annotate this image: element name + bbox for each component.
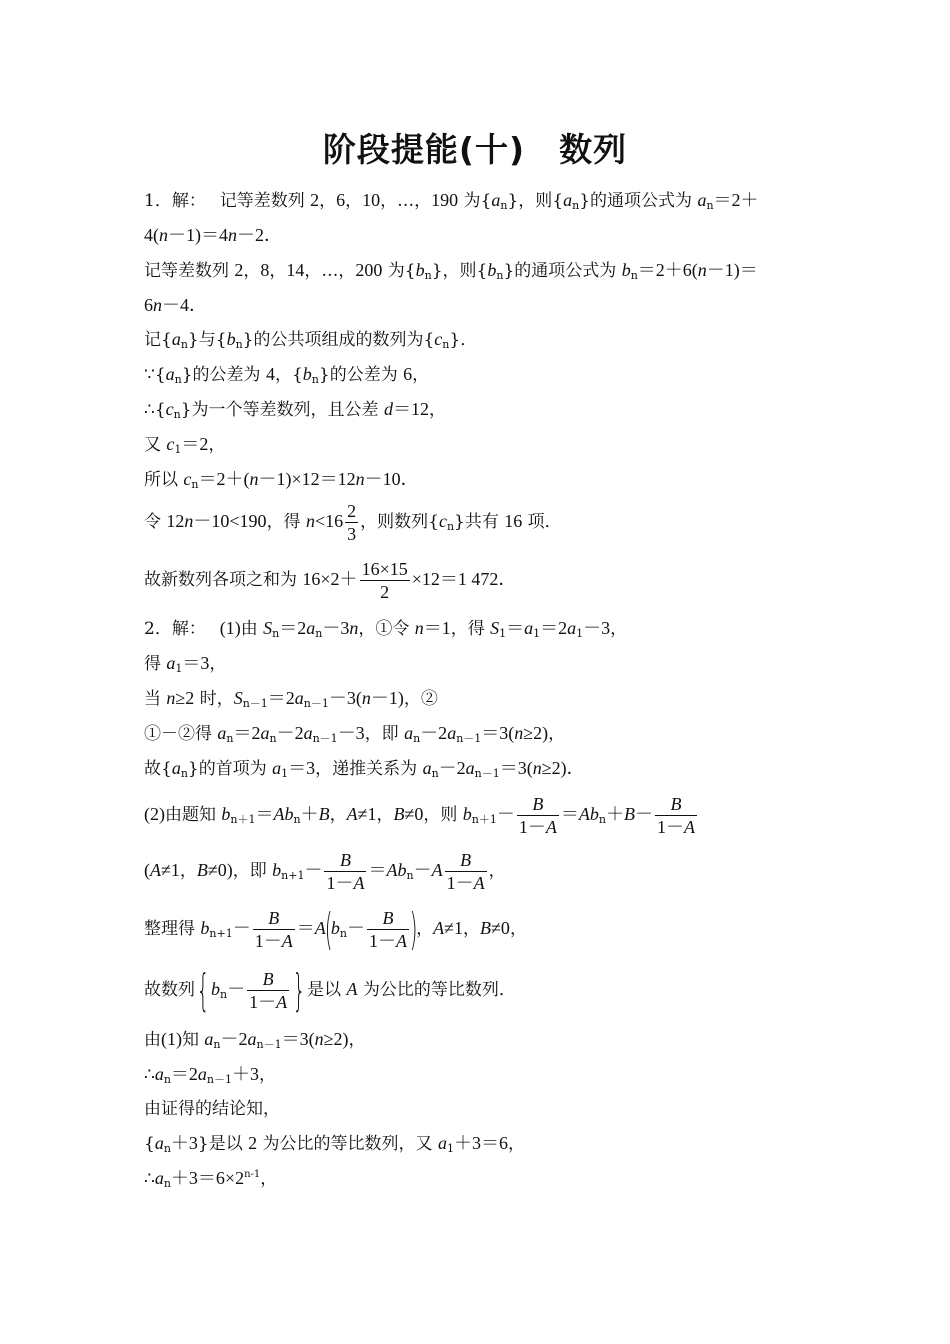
p1-line-10: 令 12n－10<190，得 n<16 $\frac{2}{3}$ ，则数列$\{c_n\}$共有 16 项． bbox=[144, 501, 562, 544]
p1-line-8: 又 $c_1=2$， bbox=[144, 434, 226, 456]
p2-line-5: 故$\{a_n\}$的首项为 $a_1=3$，递推关系为 $a_n-2a_{n-1}=3(n\ge 2)$． bbox=[144, 758, 585, 780]
p1-line-9: 所以 $c_n=2+(n-1)\times 12=12n-10$． bbox=[144, 469, 419, 491]
p2-label: 2．解： bbox=[144, 619, 198, 639]
p2-line-7: (A≠1，B≠0)，即 $b_{n+1}-$ $\frac{B}{1-A}$ $=Ab_n-A$ $\frac{B}{1-A}$ ， bbox=[144, 850, 506, 893]
p1-line-2: 4(n－1)＝4n－2． bbox=[144, 225, 282, 245]
p2-line-8: 整理得 $b_{n+1}-$ $\frac{B}{1-A}$ $=A(b_n-$ $\frac{B}{1-A}$ )，A≠1，B≠0， bbox=[144, 903, 527, 955]
page-title: 阶段提能(十) 数列 bbox=[322, 130, 628, 169]
p1-label: 1．解： bbox=[144, 191, 198, 211]
p1-line-5: 记$\{a_n\}$与$\{b_n\}$的公共项组成的数列为$\{c_n\}$． bbox=[144, 329, 478, 351]
p2-line-1: 2．解： (1)由 $S_n=2a_n-3n$，①令 n＝1，得 $S_1=a_1=2a_1-3$， bbox=[144, 618, 628, 640]
p2-line-10: 由(1)知 $a_n-2a_{n-1}=3(n\ge 2)$， bbox=[144, 1029, 366, 1051]
p1-line-6: $\because\{a_n\}$的公差为 4，$\{b_n\}$的公差为 6， bbox=[144, 364, 430, 386]
p1-line-4: 6n－4． bbox=[144, 295, 207, 315]
p1-line-11: 故新数列各项之和为 16×2＋ $\frac{16\times 15}{2}$ ×12＝1 472． bbox=[144, 559, 517, 602]
p1-line-3: 记等差数列 2，8，14，…，200 为$\{b_n\}$，则$\{b_n\}$的通项公式为 $b_n=2+6(n-1)=$ bbox=[144, 260, 758, 282]
p1-line-1: 1．解： 记等差数列 2，6，10，…，190 为$\{a_n\}$，则$\{a_n\}$的通项公式为 $a_n=2+$ bbox=[144, 190, 759, 212]
p2-line-4: ①－②得 $a_n=2a_n-2a_{n-1}-3$，即 $a_n-2a_{n-1}=3(n\ge 2)$， bbox=[144, 723, 566, 745]
p1-line-7: $\therefore\{c_n\}$为一个等差数列，且公差 d＝12， bbox=[144, 399, 446, 421]
p2-line-12: 由证得的结论知， bbox=[144, 1099, 280, 1119]
p2-line-6: (2)由题知 $b_{n+1}=Ab_n+B$，A≠1，B≠0，则 $b_{n+1}-$ $\frac{B}{1-A}$ $=Ab_n+B-$ $\frac{B}{1-A}$ bbox=[144, 794, 695, 837]
p2-line-3: 当 n≥2 时，$S_{n-1}=2a_{n-1}-3(n-1)$，② bbox=[144, 688, 438, 710]
p2-line-11: $\therefore a_n=2a_{n-1}+3$， bbox=[144, 1064, 277, 1086]
p2-line-14: $\therefore a_n+3=6\times 2^{n-1}$， bbox=[144, 1168, 278, 1190]
p2-line-2: 得 $a_1=3$， bbox=[144, 653, 227, 675]
p2-line-9: 故数列{$b_n-$ $\frac{B}{1-A}$ } 是以 A 为公比的等比数列． bbox=[144, 964, 516, 1016]
p2-line-13: $\{a_n+3\}$是以 2 为公比的等比数列，又 $a_1+3=6$， bbox=[144, 1133, 525, 1155]
